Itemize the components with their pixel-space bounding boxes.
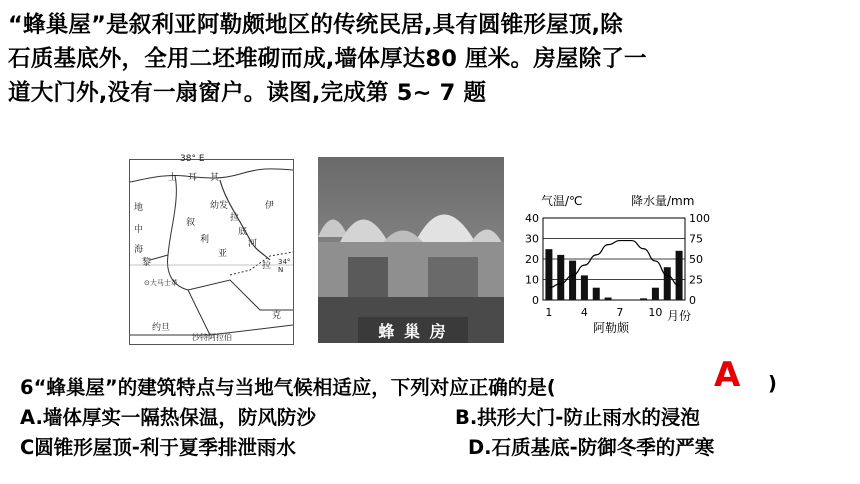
option-a[interactable]: A.墙体厚实一隔热保温，防风防沙	[20, 406, 316, 429]
map-label-13: 底	[238, 227, 248, 237]
photo-drawing	[318, 157, 504, 343]
x-unit-label: 月份	[667, 309, 692, 323]
map-label-18: 约旦	[152, 323, 171, 333]
right-tick-label: 50	[689, 253, 703, 266]
map-label-1: 土	[168, 173, 178, 183]
precipitation-bar	[557, 255, 564, 300]
option-c[interactable]: C圆锥形屋顶-利于夏季排泄雨水	[20, 436, 296, 459]
left-tick-label: 10	[525, 273, 539, 287]
climate-chart-svg	[515, 160, 720, 338]
precipitation-bar	[640, 298, 647, 300]
right-tick-label: 0	[689, 294, 696, 307]
map-label-damascus: ⊙大马士革	[144, 279, 178, 287]
temperature-line	[549, 241, 679, 288]
map-label-5: 中	[134, 225, 144, 235]
x-tick-label: 10	[648, 306, 663, 319]
beehive-house-photo	[318, 157, 504, 343]
photo-caption: 蜂 巢 房	[378, 322, 448, 341]
map-label-7: 黎	[142, 258, 152, 268]
question-stem: 6“蜂巢屋”的建筑特点与当地气候相适应，下列对应正确的是(	[20, 376, 556, 399]
precipitation-bar	[605, 298, 612, 300]
precipitation-bar	[676, 251, 683, 300]
syria-map	[129, 154, 294, 345]
right-tick-label: 100	[689, 212, 710, 225]
left-tick-label: 30	[525, 232, 539, 246]
answer-mark: A	[714, 355, 741, 395]
map-label-17: 克	[272, 311, 282, 321]
map-label-12: 拉	[230, 213, 240, 223]
x-tick-label: 7	[616, 306, 624, 319]
left-tick-label: 20	[525, 253, 539, 266]
x-tick-label: 4	[580, 306, 588, 319]
right-tick-label: 75	[689, 232, 703, 246]
climate-chart	[515, 160, 720, 338]
map-label-3: 其	[210, 173, 220, 183]
map-label-8: 叙	[186, 218, 196, 228]
left-tick-label: 40	[525, 212, 539, 225]
map-label-11: 幼发	[210, 201, 229, 211]
map-label-4: 地	[134, 203, 144, 213]
map-lat-label: 34° N	[278, 258, 291, 274]
intro-line-3: 道大门外,没有一扇窗户。读图,完成第 5~ 7 题	[8, 80, 487, 106]
map-label-6: 海	[134, 245, 144, 255]
intro-paragraph	[8, 8, 853, 110]
map-label-2: 耳	[188, 173, 198, 183]
right-tick-label: 25	[689, 273, 703, 287]
question-close-paren: )	[768, 372, 777, 395]
intro-line-2: 石质基底外，全用二坯堆砌而成,墙体厚达80 厘米。房屋除了一	[8, 46, 647, 72]
option-b[interactable]: B.拱形大门-防止雨水的浸泡	[455, 406, 700, 429]
map-label-16: 拉	[262, 261, 272, 271]
map-lon-label: 38° E	[180, 154, 205, 164]
precipitation-bar	[581, 275, 588, 300]
precipitation-bar	[593, 288, 600, 300]
precipitation-bar	[569, 261, 576, 300]
map-label-14: 河	[248, 239, 258, 249]
intro-line-1: “蜂巢屋”是叙利亚阿勒颇地区的传统民居,具有圆锥形屋顶,除	[8, 12, 623, 38]
option-d[interactable]: D.石质基底-防御冬季的严寒	[468, 436, 715, 459]
map-label-19: 沙特阿拉伯	[192, 333, 232, 342]
map-label-10: 亚	[218, 249, 228, 259]
precipitation-bar	[664, 267, 671, 300]
left-axis-title: 气温/℃	[541, 194, 583, 208]
place-label: 阿勒颇	[593, 321, 630, 335]
x-tick-label: 1	[545, 306, 553, 319]
map-label-9: 利	[200, 235, 210, 245]
left-tick-label: 0	[532, 294, 539, 307]
map-drawing	[130, 160, 293, 344]
precipitation-bar	[652, 288, 659, 300]
precipitation-bar	[545, 249, 552, 300]
map-label-15: 伊	[265, 201, 275, 211]
right-axis-title: 降水量/mm	[631, 194, 695, 208]
